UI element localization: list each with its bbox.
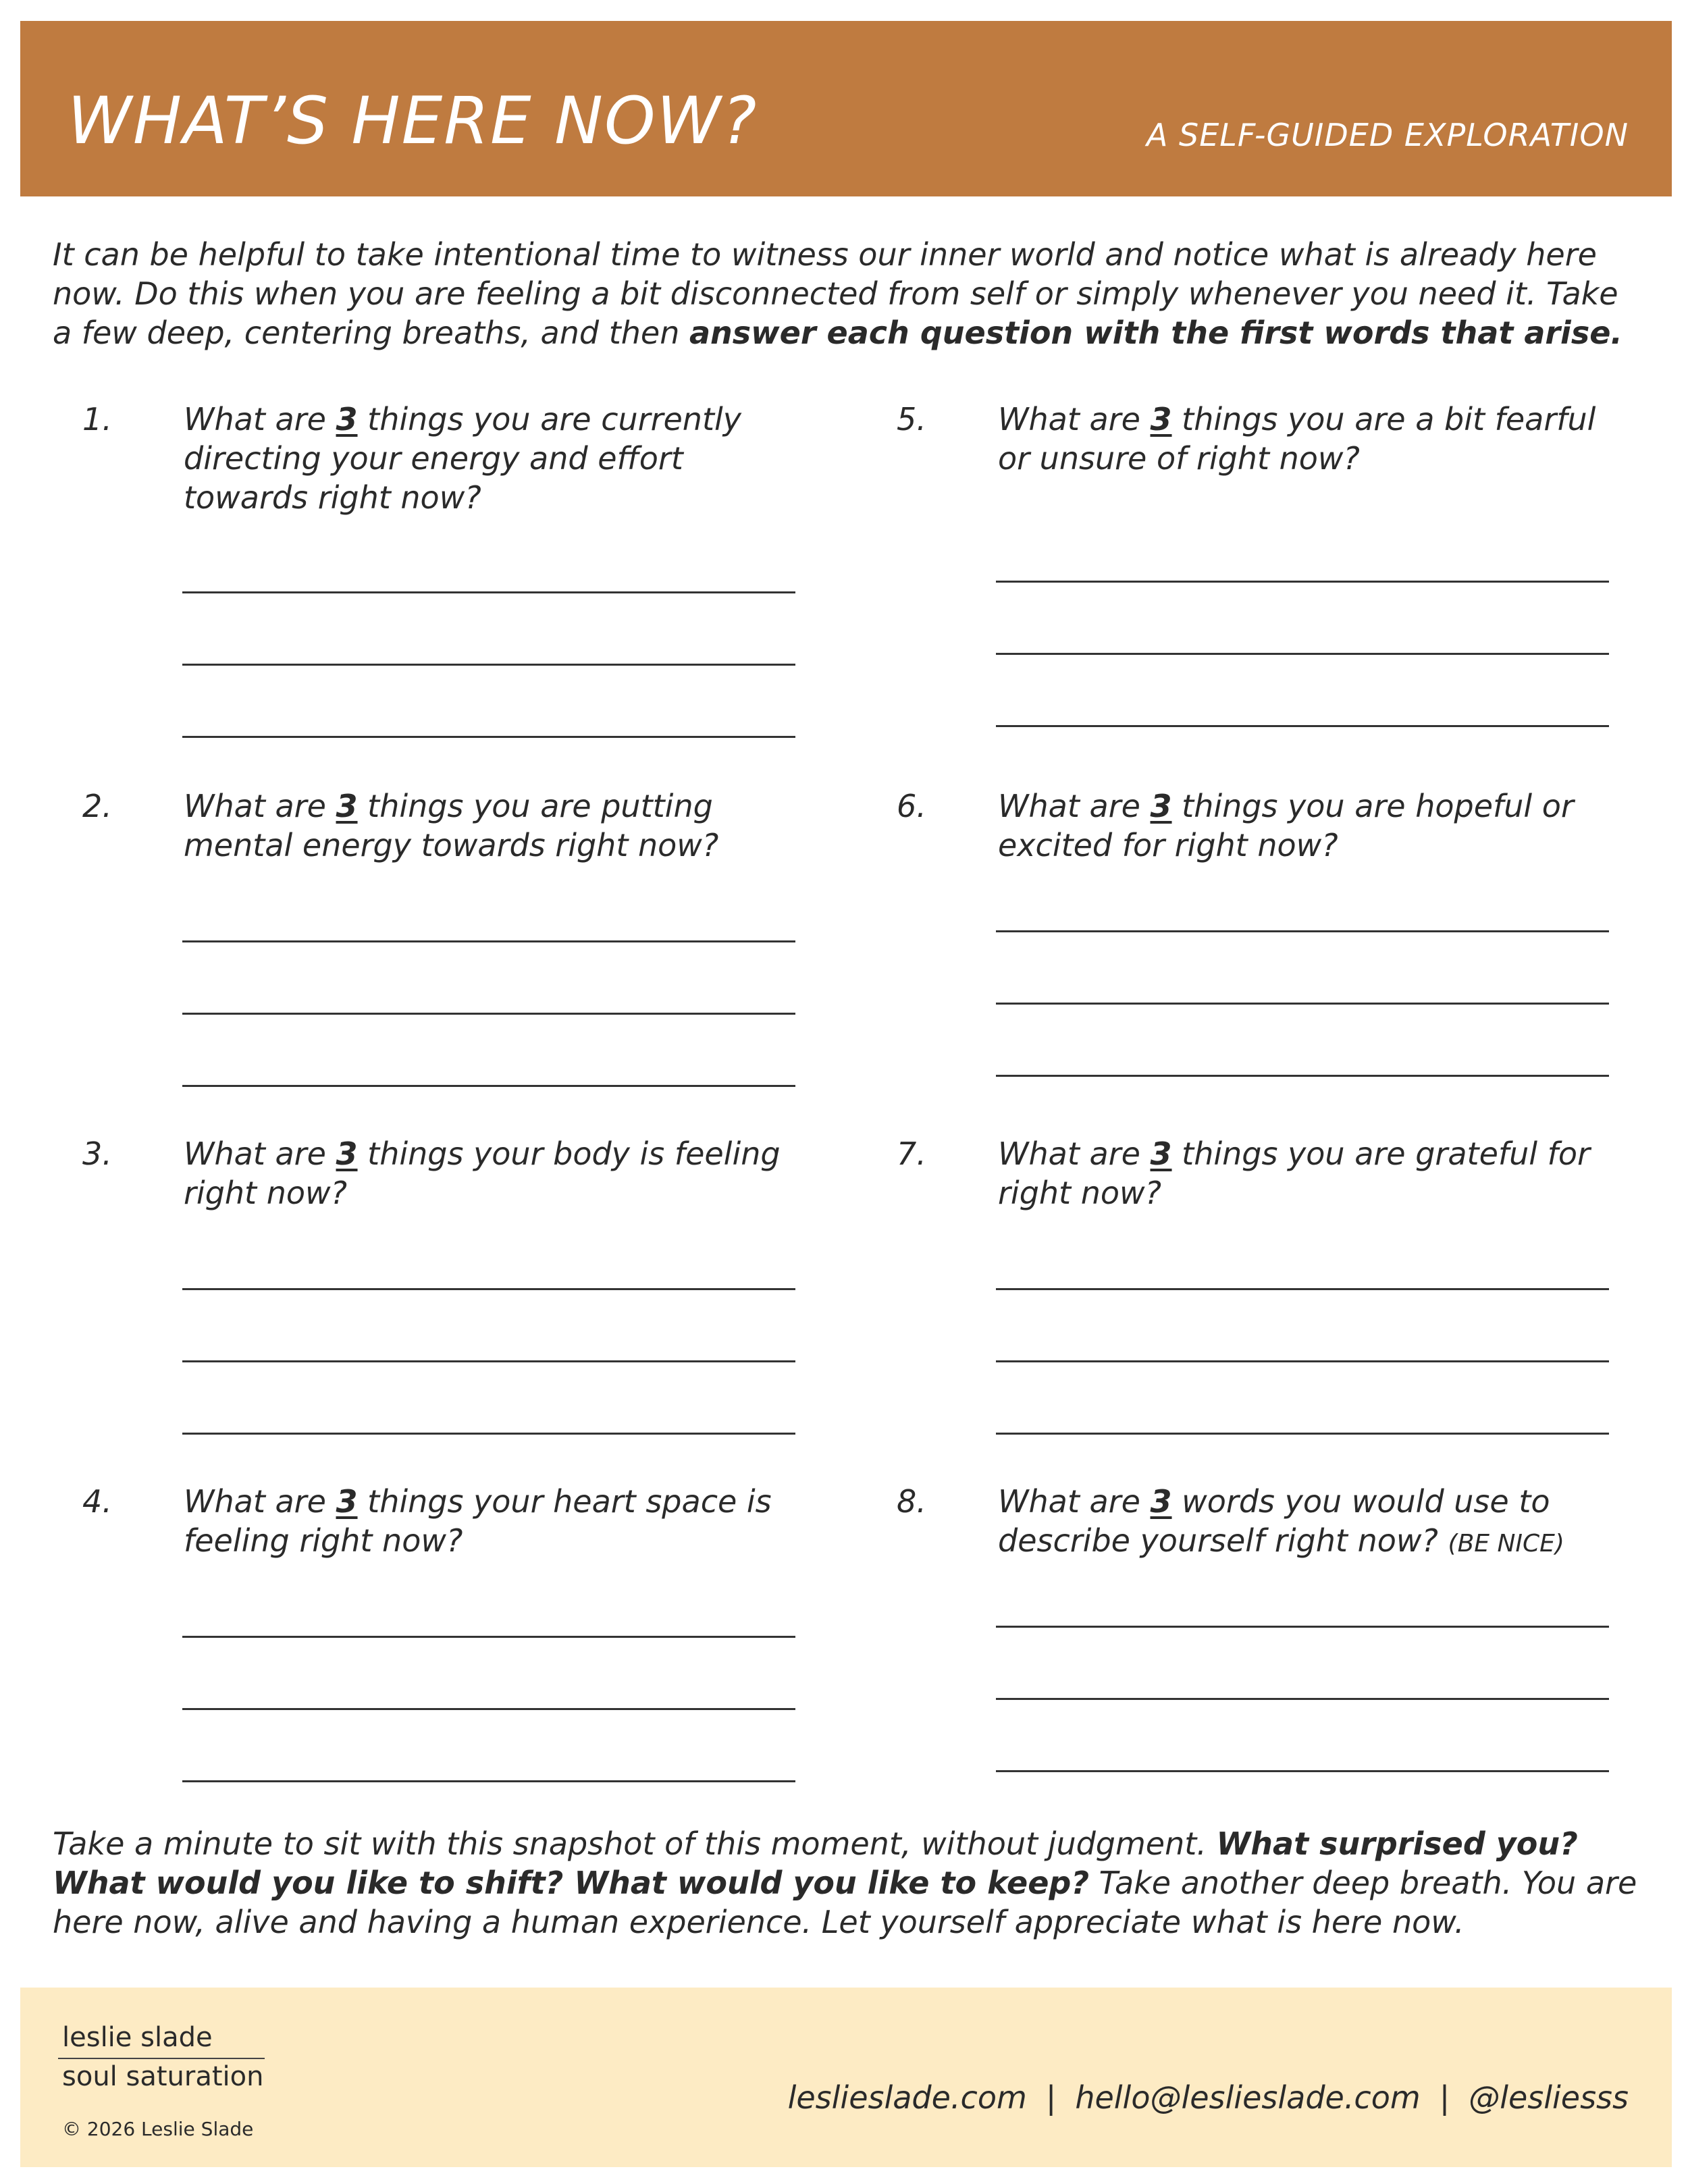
intro-text: It can be helpful to take intentional time to witness our inner world and notice what is already here now. Do this when you are feeling a bit disconnected from self or simply whenever you need it. Take a few deep, centering breaths, and then: [53, 236, 1618, 351]
question-number: 6.: [897, 788, 926, 824]
brand-name: leslie slade: [62, 2022, 213, 2053]
emphasis-number: 3: [336, 1483, 358, 1520]
answer-line[interactable]: [182, 1708, 795, 1710]
copyright: © 2026 Leslie Slade: [62, 2118, 254, 2140]
question-text: What are 3 things your heart space is feeling right now?: [184, 1483, 772, 1559]
answer-line[interactable]: [996, 1075, 1609, 1077]
answer-line[interactable]: [996, 1698, 1609, 1700]
question-text: What are 3 things you are grateful for right now?: [998, 1136, 1590, 1211]
brand-tagline: soul saturation: [62, 2061, 264, 2092]
question-number: 3.: [82, 1136, 112, 1172]
answer-line[interactable]: [996, 1288, 1609, 1290]
page-subtitle: A SELF-GUIDED EXPLORATION: [1146, 117, 1629, 153]
question-number: 4.: [82, 1483, 112, 1520]
question-text: What are 3 things you are putting mental energy towards right now?: [184, 788, 719, 863]
question-text: What are 3 things your body is feeling right now?: [184, 1136, 781, 1211]
question-text: What are 3 things you are currently directing your energy and effort towards right now?: [184, 401, 741, 516]
emphasis-number: 3: [336, 1136, 358, 1172]
answer-line[interactable]: [182, 1288, 795, 1290]
answer-line[interactable]: [182, 1780, 795, 1782]
website-link[interactable]: leslieslade.com: [787, 2079, 1027, 2116]
intro-paragraph: [53, 235, 1639, 352]
question-number: 8.: [897, 1483, 926, 1520]
question-text: What are 3 things you are a bit fearful or unsure of right now?: [998, 401, 1596, 477]
answer-line[interactable]: [996, 1770, 1609, 1772]
question-number: 5.: [897, 401, 926, 437]
separator: |: [1045, 2079, 1057, 2116]
answer-line[interactable]: [996, 725, 1609, 727]
answer-line[interactable]: [996, 930, 1609, 932]
answer-line[interactable]: [182, 1433, 795, 1435]
social-handle[interactable]: @lesliesss: [1469, 2079, 1629, 2116]
separator: |: [1439, 2079, 1450, 2116]
closing-paragraph: Take a minute to sit with this snapshot of this moment, without judgment. What surprised you? What would you like to shift? What would you like to keep? Take another deep breath. You are here now, alive and having a human experience. Let yourself appreciate what is here now.: [53, 1826, 1637, 1940]
question-text: What are 3 things you are hopeful or excited for right now?: [998, 788, 1574, 863]
answer-line[interactable]: [182, 664, 795, 666]
footer-banner: [20, 1988, 1672, 2167]
page-title: WHAT’S HERE NOW?: [68, 83, 758, 159]
intro-bold-text: answer each question with the first words that arise.: [689, 315, 1623, 351]
question-number: 1.: [82, 401, 112, 437]
contact-links: [787, 2079, 1629, 2116]
answer-line[interactable]: [996, 653, 1609, 655]
emphasis-number: 3: [336, 788, 358, 824]
emphasis-number: 3: [1150, 1136, 1172, 1172]
answer-line[interactable]: [996, 581, 1609, 583]
question-number: 7.: [897, 1136, 926, 1172]
brand-divider: [58, 2058, 265, 2059]
answer-line[interactable]: [182, 1085, 795, 1087]
question-text: What are 3 words you would use to describe yourself right now? (BE NICE): [998, 1483, 1564, 1559]
emphasis-number: 3: [1150, 1483, 1172, 1520]
answer-line[interactable]: [182, 940, 795, 942]
header-banner: [20, 21, 1672, 196]
emphasis-number: 3: [1150, 788, 1172, 824]
answer-line[interactable]: [996, 1626, 1609, 1628]
answer-line[interactable]: [182, 736, 795, 738]
answer-line[interactable]: [996, 1360, 1609, 1362]
answer-line[interactable]: [996, 1433, 1609, 1435]
answer-line[interactable]: [182, 1636, 795, 1638]
emphasis-number: 3: [1150, 401, 1172, 437]
question-number: 2.: [82, 788, 112, 824]
email-link[interactable]: hello@leslieslade.com: [1075, 2079, 1421, 2116]
answer-line[interactable]: [182, 1013, 795, 1015]
emphasis-number: 3: [336, 401, 358, 437]
answer-line[interactable]: [182, 591, 795, 593]
answer-line[interactable]: [182, 1360, 795, 1362]
closing-bold-questions: What surprised you? What would you like to shift? What would you like to keep?: [53, 1826, 1578, 1901]
answer-line[interactable]: [996, 1003, 1609, 1005]
be-nice-note: (BE NICE): [1448, 1530, 1564, 1557]
